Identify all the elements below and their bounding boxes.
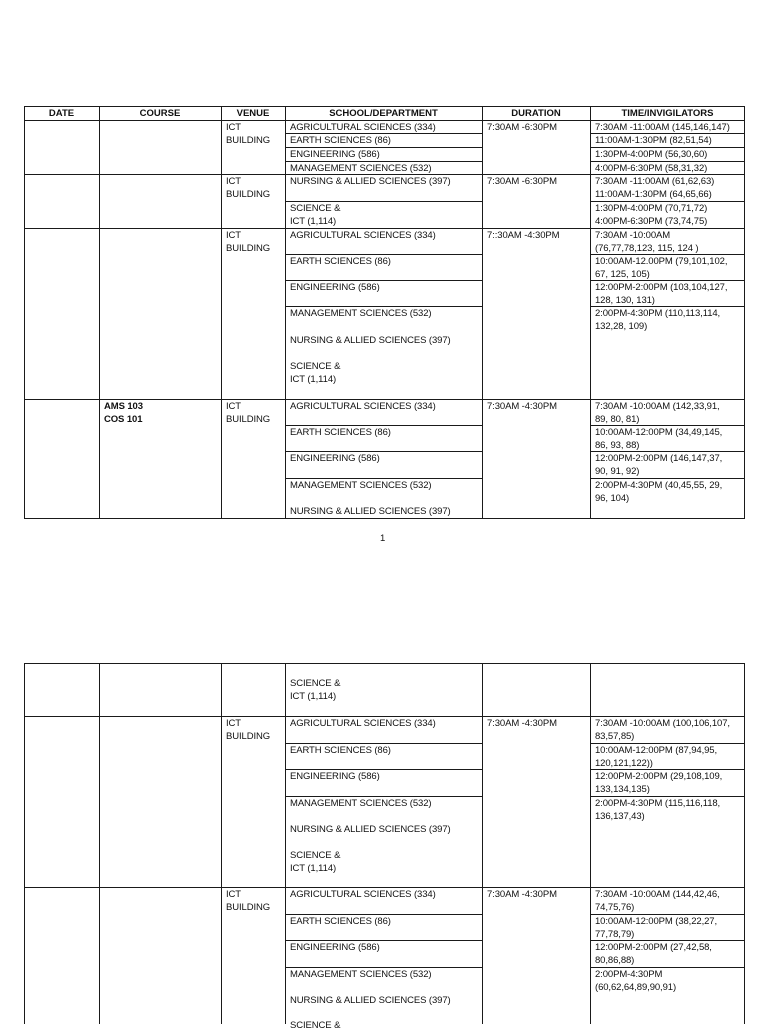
venue: ICT BUILDING [226,122,271,146]
school: NURSING & ALLIED SCIENCES (397) [290,824,451,835]
school: EARTH SCIENCES (86) [290,916,391,927]
course: AMS 103 COS 101 [104,401,143,425]
time-slot: 7:30AM -10:00AM (142,33,91, 89, 80, 81) [595,401,720,425]
venue: ICT BUILDING [226,230,271,254]
school: AGRICULTURAL SCIENCES (334) [290,718,436,729]
header-date: DATE [48,108,75,119]
school: EARTH SCIENCES (86) [290,256,391,267]
school: MANAGEMENT SCIENCES (532) [290,308,432,319]
school: AGRICULTURAL SCIENCES (334) [290,230,436,241]
school: AGRICULTURAL SCIENCES (334) [290,401,436,412]
time-slot: 7:30AM -10:00AM (76,77,78,123, 115, 124 ) [595,230,699,254]
school: MANAGEMENT SCIENCES (532) [290,163,432,174]
time-slot: 12:00PM-2:00PM (27,42,58, 80,86,88) [595,942,712,966]
school: NURSING & ALLIED SCIENCES (397) [290,506,451,517]
time-slot: 1:30PM-4:00PM (56,30,60) [595,149,708,160]
duration: 7:30AM -4:30PM [487,401,557,412]
school: MANAGEMENT SCIENCES (532) [290,969,432,980]
time-slot: 1:30PM-4:00PM (70,71,72) 4:00PM-6:30PM (73,74,75) [595,203,708,227]
school: AGRICULTURAL SCIENCES (334) [290,122,436,133]
school: SCIENCE & ICT (1,114) [290,203,341,227]
school: ENGINEERING (586) [290,771,380,782]
school: EARTH SCIENCES (86) [290,135,391,146]
time-slot: 7:30AM -10:00AM (144,42,46, 74,75,76) [595,889,720,913]
school: ENGINEERING (586) [290,149,380,160]
school: NURSING & ALLIED SCIENCES (397) [290,176,451,187]
header-venue: VENUE [236,108,270,119]
time-slot: 10:00AM-12.00PM (79,101,102, 67, 125, 105) [595,256,728,280]
time-slot: 10:00AM-12:00PM (38,22,27, 77,78,79) [595,916,718,940]
school: SCIENCE & ICT (1,114) [290,678,341,702]
school: ENGINEERING (586) [290,282,380,293]
venue: ICT BUILDING [226,889,271,913]
time-slot: 10:00AM-12:00PM (34,49,145, 86, 93, 88) [595,427,723,451]
school: SCIENCE & ICT (1,114) [290,361,341,385]
time-slot: 2:00PM-4:30PM (110,113,114, 132,28, 109) [595,308,721,332]
time-slot: 7:30AM -11:00AM (61,62,63) 11:00AM-1:30PM (64,65,66) [595,176,715,200]
venue: ICT BUILDING [226,718,271,742]
time-slot: 7:30AM -10:00AM (100,106,107, 83,57,85) [595,718,730,742]
school: NURSING & ALLIED SCIENCES (397) [290,335,451,346]
school: MANAGEMENT SCIENCES (532) [290,480,432,491]
time-slot: 4:00PM-6:30PM (58,31,32) [595,163,708,174]
duration: 7:30AM -6:30PM [487,176,557,187]
time-slot: 2:00PM-4:30PM (60,62,64,89,90,91) [595,969,677,993]
school: ENGINEERING (586) [290,942,380,953]
time-slot: 2:00PM-4:30PM (40,45,55, 29, 96, 104) [595,480,723,504]
school: SCIENCE & ICT (1,114) [290,850,341,874]
duration: 7::30AM -4:30PM [487,230,560,241]
venue: ICT BUILDING [226,176,271,200]
time-slot: 10:00AM-12:00PM (87,94,95, 120,121,122)) [595,745,718,769]
duration: 7:30AM -4:30PM [487,718,557,729]
time-slot: 12:00PM-2:00PM (29,108,109, 133,134,135) [595,771,723,795]
duration: 7:30AM -6:30PM [487,122,557,133]
page-number: 1 [380,533,386,544]
school: ENGINEERING (586) [290,453,380,464]
school: EARTH SCIENCES (86) [290,745,391,756]
venue: ICT BUILDING [226,401,271,425]
school: MANAGEMENT SCIENCES (532) [290,798,432,809]
school: NURSING & ALLIED SCIENCES (397) [290,995,451,1006]
school: AGRICULTURAL SCIENCES (334) [290,889,436,900]
time-slot: 11:00AM-1:30PM (82,51,54) [595,135,712,146]
school-cut: SCIENCE & [290,1020,341,1031]
school: EARTH SCIENCES (86) [290,427,391,438]
time-slot: 12:00PM-2:00PM (103,104,127, 128, 130, 131) [595,282,728,306]
duration: 7:30AM -4:30PM [487,889,557,900]
header-school: SCHOOL/DEPARTMENT [329,108,438,119]
header-time: TIME/INVIGILATORS [621,108,714,119]
header-course: COURSE [139,108,181,119]
time-slot: 12:00PM-2:00PM (146,147,37, 90, 91, 92) [595,453,723,477]
time-slot: 7:30AM -11:00AM (145,146,147) [595,122,730,133]
header-duration: DURATION [511,108,561,119]
time-slot: 2:00PM-4:30PM (115,116,118, 136,137,43) [595,798,721,822]
